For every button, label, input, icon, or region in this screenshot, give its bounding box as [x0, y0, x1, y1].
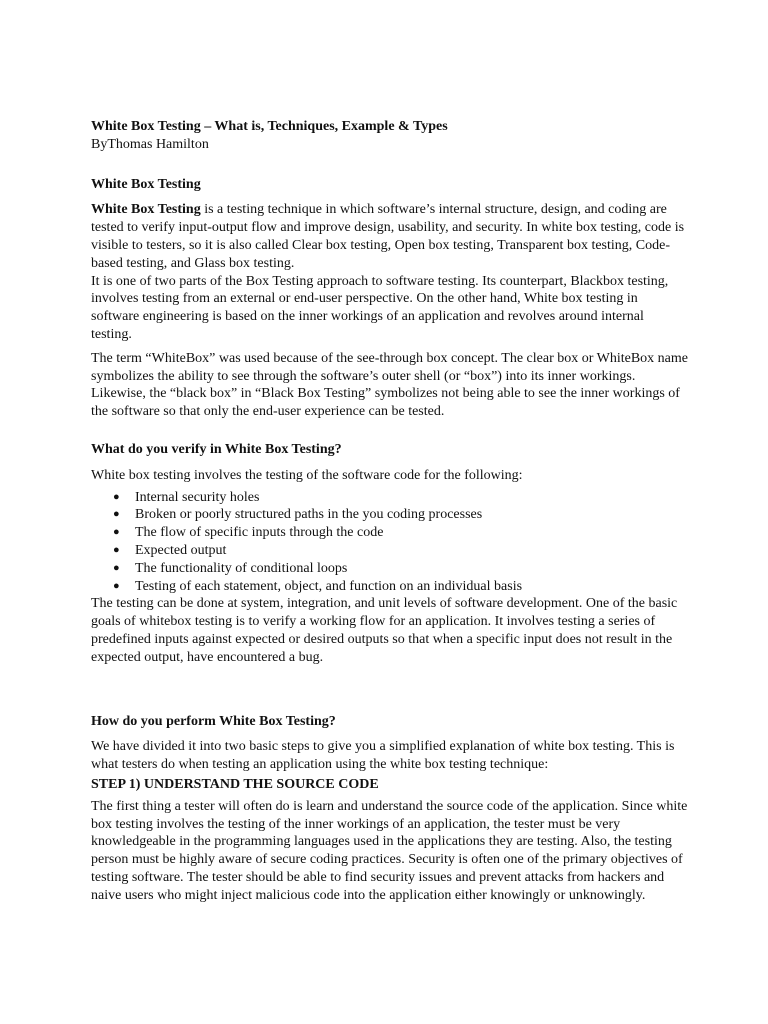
- document-title: White Box Testing – What is, Techniques, Example & Types: [91, 119, 448, 134]
- bullet-icon: ●: [113, 579, 120, 592]
- list-item: ● Testing of each statement, object, and function on an individual basis: [113, 578, 523, 594]
- list-item: ● Internal security holes: [113, 489, 260, 505]
- bullet-icon: ●: [113, 490, 120, 503]
- verify-list: [91, 489, 688, 596]
- list-item: ● The functionality of conditional loops: [113, 560, 348, 576]
- section1-paragraph-2: It is one of two parts of the Box Testing approach to software testing. Its counterpart, Blackbox testing, involves testing from an external or end-user perspective. On the other hand, White box testing in software engineering is based on the inner workings of an application and revolves around internal testing.: [91, 273, 669, 342]
- section-heading-white-box-testing: White Box Testing: [91, 176, 201, 192]
- bullet-icon: ●: [113, 561, 120, 574]
- document-author: ByThomas Hamilton: [91, 136, 209, 152]
- list-item: ● Broken or poorly structured paths in the you coding processes: [113, 507, 483, 523]
- section2-intro: White box testing involves the testing of the software code for the following:: [91, 467, 523, 483]
- section2-outro: The testing can be done at system, integration, and unit levels of software development. One of the basic goals of whitebox testing is to verify a working flow for an application. It involves testing a series of predefined inputs against expected or desired outputs so that when a specific input does not result in the expected output, have encountered a bug.: [91, 596, 678, 665]
- step1-text: The first thing a tester will often do is learn and understand the source code of the application. Since white box testing involves the testing of the inner workings of an application, the tester must be very knowledgeable in the programming languages used in the applications they are testing. Also, the testing person must be highly aware of secure coding practices. Security is often one of the primary objectives of testing software. The tester should be able to find security issues and prevent attacks from hackers and naive users who might inject malicious code into the application either knowingly or unknowingly.: [91, 798, 688, 903]
- section1-paragraph-1: [91, 201, 688, 272]
- list-item: ● The flow of specific inputs through the code: [113, 525, 384, 541]
- section-heading-what-to-verify: What do you verify in White Box Testing?: [91, 441, 342, 457]
- step1-heading: STEP 1) UNDERSTAND THE SOURCE CODE: [91, 776, 379, 792]
- bullet-icon: ●: [113, 526, 120, 539]
- bullet-icon: ●: [113, 543, 120, 556]
- section1-paragraph-3: The term “WhiteBox” was used because of the see-through box concept. The clear box or WhiteBox name symbolizes the ability to see through the software’s outer shell (or “box”) into its inner workings. Likewise, the “black box” in “Black Box Testing” symbolizes not being able to see the inner workings of the software so that only the end-user experience can be tested.: [91, 350, 688, 420]
- section3-intro: We have divided it into two basic steps to give you a simplified explanation of white box testing. This is what testers do when testing an application using the white box testing technique:: [91, 739, 675, 773]
- intro-rest-text: is a testing technique in which software’s internal structure, design, and coding are tested to verify input-output flow and improve design, usability, and security. In white box testing, code is visible to testers, so it is also called Clear box testing, Open box testing, Transparent box testing, Code-based testing, and Glass box testing.: [91, 202, 685, 271]
- section-heading-how-to-perform: How do you perform White Box Testing?: [91, 713, 336, 729]
- intro-bold-term: White Box Testing: [91, 202, 201, 218]
- bullet-icon: ●: [113, 508, 120, 521]
- list-item: ● Expected output: [113, 542, 227, 558]
